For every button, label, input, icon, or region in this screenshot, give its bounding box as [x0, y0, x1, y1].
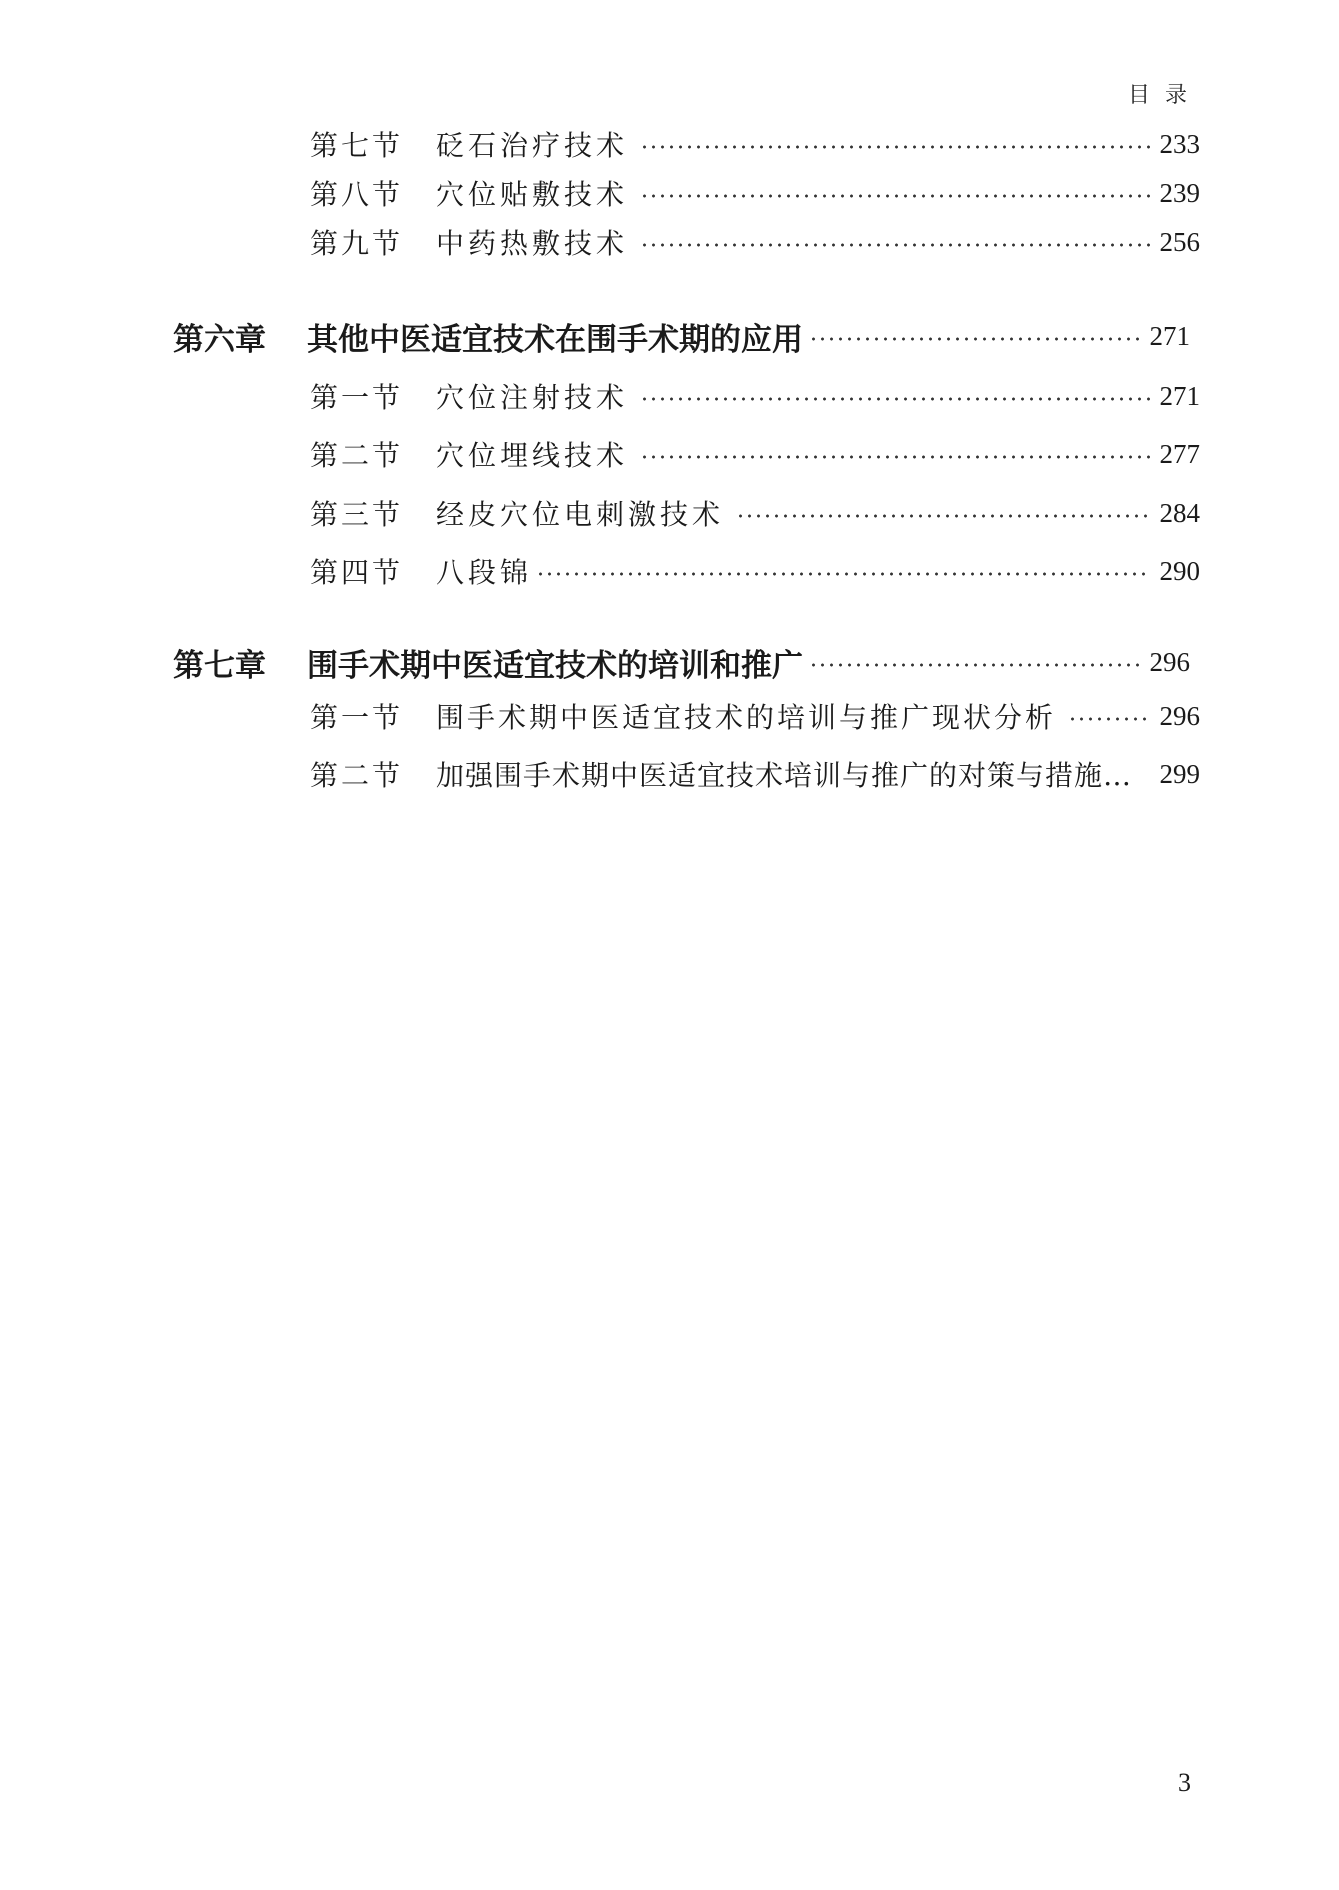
- entry-page: 239: [1159, 177, 1200, 208]
- dot-leader: [536, 572, 1149, 576]
- dot-leader: [640, 194, 1149, 198]
- section-label: 第三节: [310, 498, 404, 531]
- entry-title: 经皮穴位电刺激技术: [436, 498, 725, 531]
- toc-entry[interactable]: [310, 432, 1200, 476]
- toc-entry[interactable]: [310, 549, 1200, 593]
- entry-page: 290: [1159, 555, 1200, 586]
- section-label: 第二节: [310, 759, 404, 792]
- entry-page: 284: [1159, 497, 1200, 528]
- section-label: 第四节: [310, 556, 404, 589]
- toc-chapter-entry[interactable]: [173, 640, 1190, 684]
- dot-leader: [809, 663, 1140, 667]
- toc-entry[interactable]: [310, 122, 1200, 166]
- section-label: 第一节: [310, 701, 404, 734]
- entry-title: 穴位注射技术: [436, 381, 629, 414]
- entry-title: 八段锦: [436, 556, 533, 589]
- entry-page: 299: [1159, 758, 1200, 789]
- dot-leader: [640, 145, 1149, 149]
- entry-title: 中药热敷技术: [436, 227, 629, 260]
- dot-leader: [809, 337, 1140, 341]
- entry-page: 233: [1159, 128, 1200, 159]
- toc-entry[interactable]: [310, 491, 1200, 535]
- dot-leader: [640, 243, 1149, 247]
- dot-leader: [640, 397, 1149, 401]
- dot-leader: [736, 514, 1149, 518]
- entry-page: 277: [1159, 438, 1200, 469]
- dot-leader: [640, 455, 1149, 459]
- entry-title: 穴位埋线技术: [436, 439, 629, 472]
- entry-title: 穴位贴敷技术: [436, 178, 629, 211]
- page-number: 3: [1178, 1768, 1191, 1797]
- dot-leader: [1068, 717, 1149, 721]
- chapter-title: 其他中医适宜技术在围手术期的应用: [307, 321, 803, 358]
- chapter-label: 第七章: [173, 647, 266, 684]
- toc-entry[interactable]: [310, 752, 1200, 796]
- entry-page: 296: [1149, 646, 1190, 677]
- toc-chapter-entry[interactable]: [173, 314, 1190, 358]
- section-label: 第七节: [310, 129, 404, 162]
- entry-title: 砭石治疗技术: [436, 129, 629, 162]
- entry-title: 围手术期中医适宜技术的培训与推广现状分析: [436, 701, 1057, 734]
- chapter-title: 围手术期中医适宜技术的培训和推广: [307, 647, 803, 684]
- entry-page: 256: [1159, 226, 1200, 257]
- toc-entry[interactable]: [310, 694, 1200, 738]
- entry-page: 271: [1149, 320, 1190, 351]
- section-label: 第二节: [310, 439, 404, 472]
- section-label: 第九节: [310, 227, 404, 260]
- section-label: 第八节: [310, 178, 404, 211]
- entry-title: 加强围手术期中医适宜技术培训与推广的对策与措施…: [436, 759, 1133, 792]
- toc-entry[interactable]: [310, 171, 1200, 215]
- entry-page: 271: [1159, 380, 1200, 411]
- entry-page: 296: [1159, 700, 1200, 731]
- section-label: 第一节: [310, 381, 404, 414]
- chapter-label: 第六章: [173, 321, 266, 358]
- toc-entry[interactable]: [310, 374, 1200, 418]
- running-head: 目 录: [1128, 83, 1191, 108]
- toc-entry[interactable]: [310, 220, 1200, 264]
